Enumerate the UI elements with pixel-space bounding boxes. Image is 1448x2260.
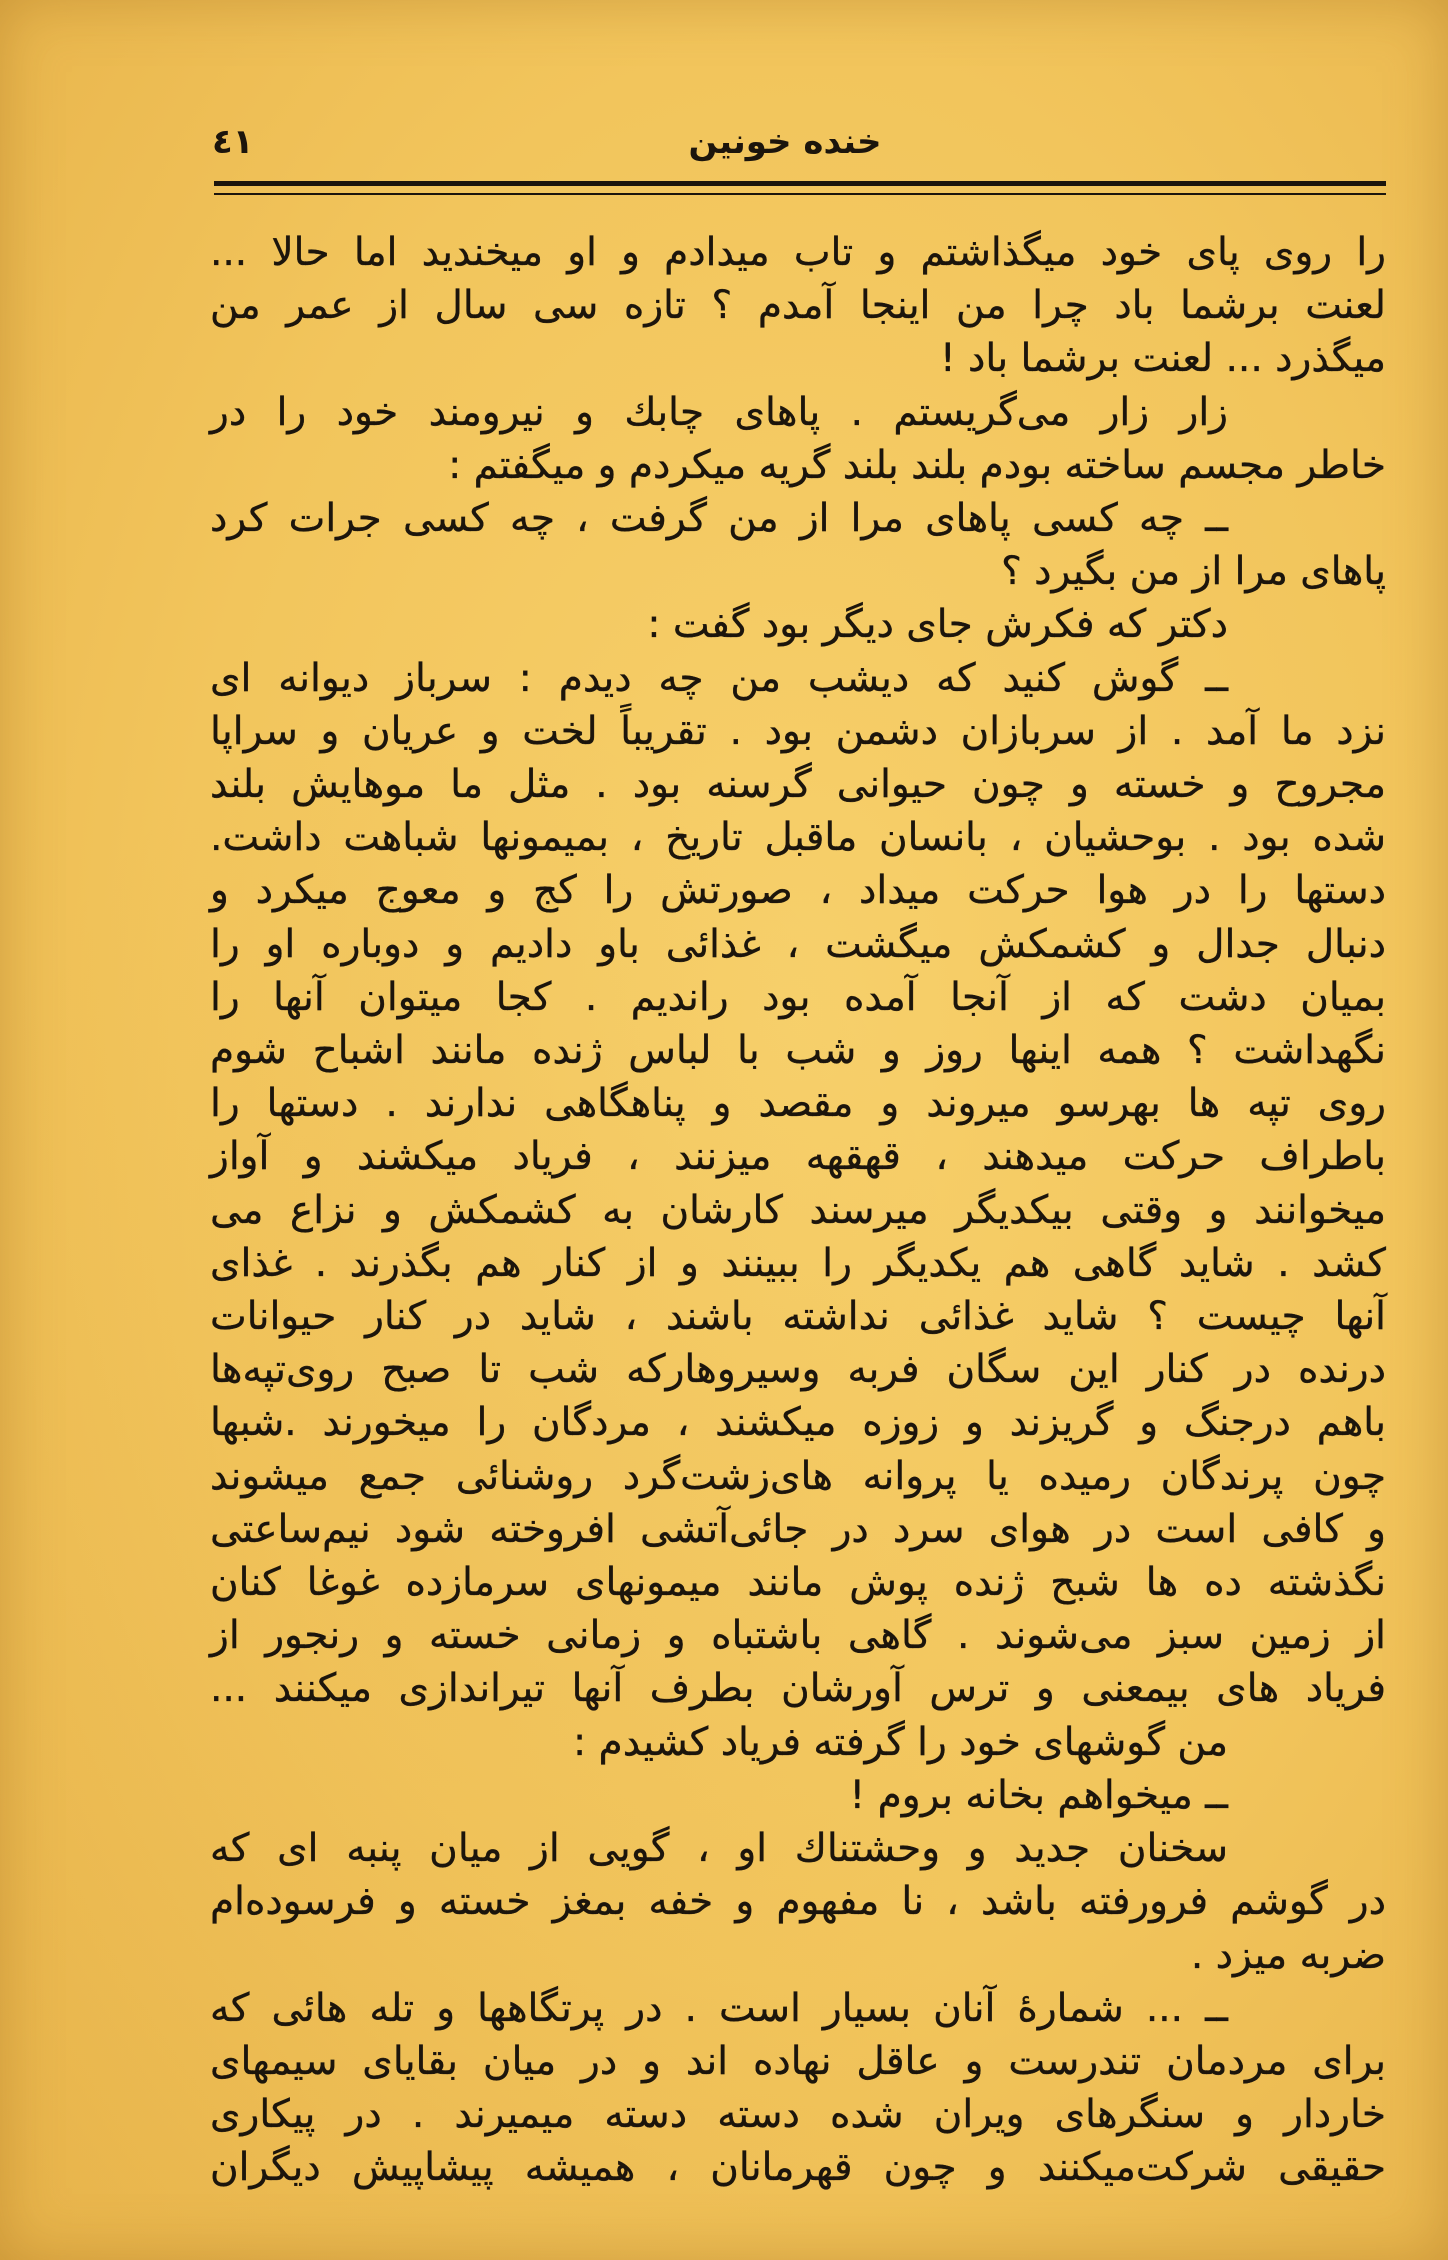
text-line: پاهای مرا از من بگیرد ؟ xyxy=(1001,549,1386,595)
paragraph-4 xyxy=(210,598,1386,651)
paragraph-9 xyxy=(210,1982,1386,2195)
text-line: شده بود . بوحشیان ، بانسان ماقبل تاریخ ، بمیمونها شباهت داشت. xyxy=(210,815,1386,861)
text-line: خاردار و سنگرهای ویران شده دسته دسته میمیرند . در پیکاری xyxy=(210,2092,1386,2138)
text-line: از زمین سبز می‌شوند . گاهی باشتباه و زمانی خسته و رنجور از xyxy=(210,1613,1386,1659)
text-line: نگذشته ده ها شبح ژنده پوش مانند میمونهای سرمازده غوغا کنان xyxy=(210,1560,1386,1606)
paragraph-3 xyxy=(210,492,1386,598)
text-line: باهم درجنگ و گریزند و زوزه میکشند ، مردگان را میخورند .شبها xyxy=(210,1400,1386,1446)
text-line: چون پرندگان رمیده یا پروانه های‌زشت‌گرد روشنائی جمع میشوند xyxy=(210,1453,1386,1499)
paragraph-2 xyxy=(210,386,1386,492)
paragraph-8 xyxy=(210,1822,1386,1982)
text-line: دکتر که فکرش جای دیگر بود گفت : xyxy=(647,602,1228,648)
text-line: میخوانند و وقتی بیکدیگر میرسند کارشان به کشمکش و نزاع می xyxy=(210,1187,1386,1233)
paragraph-5 xyxy=(210,652,1386,1716)
text-line: ــ چه کسی پاهای مرا از من گرفت ، چه کسی جرات کرد xyxy=(210,496,1228,542)
text-line: من گوشهای خود را گرفته فریاد کشیدم : xyxy=(573,1719,1228,1765)
page-number: ٤١ xyxy=(212,122,254,162)
text-line: برای مردمان تندرست و عاقل نهاده اند و در میان بقایای سیمهای xyxy=(210,2038,1386,2084)
text-line: نزد ما آمد . از سربازان دشمن بود . تقریباً لخت و عریان و سراپا xyxy=(210,708,1386,754)
paragraph-7 xyxy=(210,1769,1386,1822)
text-line: خاطر مجسم ساخته بودم بلند بلند گریه میکردم و میگفتم : xyxy=(448,442,1386,488)
body-text xyxy=(210,226,1386,2195)
running-header xyxy=(212,116,1386,168)
paragraph-6 xyxy=(210,1716,1386,1769)
text-line: سخنان جدید و وحشتناك او ، گویی از میان پنبه ای که xyxy=(210,1826,1228,1872)
text-line: کشد . شاید گاهی هم یکدیگر را ببینند و از کنار هم بگذرند . غذای xyxy=(210,1240,1386,1286)
text-line: میگذرد ... لعنت برشما باد ! xyxy=(939,336,1386,382)
text-line: ضربه میزد . xyxy=(1190,1932,1386,1978)
text-line: آنها چیست ؟ شاید غذائی نداشته باشند ، شاید در کنار حیوانات xyxy=(210,1294,1386,1340)
text-line: لعنت برشما باد چرا من اینجا آمدم ؟ تازه سی سال از عمر من xyxy=(210,283,1386,329)
text-line: درنده در کنار این سگان فربه وسیروهارکه شب تا صبح روی‌تپه‌ها xyxy=(210,1347,1386,1393)
text-line: مجروح و خسته و چون حیوانی گرسنه بود . مثل ما موهایش بلند xyxy=(210,762,1386,808)
text-line: ــ گوش کنید که دیشب من چه دیدم : سرباز دیوانه ای xyxy=(210,655,1228,701)
header-rule-thin xyxy=(214,193,1386,195)
text-line: حقیقی شرکت‌میکنند و چون قهرمانان ، همیشه پیشاپیش دیگران xyxy=(210,2145,1386,2191)
text-line: بمیان دشت که از آنجا آمده بود راندیم . کجا میتوان آنها را xyxy=(210,974,1386,1020)
text-line: در گوشم فرورفته باشد ، نا مفهوم و خفه بمغز خسته و فرسوده‌ام xyxy=(210,1879,1386,1925)
text-line: را روی پای خود میگذاشتم و تاب میدادم و او میخندید اما حالا ... xyxy=(210,230,1386,275)
paragraph-1 xyxy=(210,226,1386,386)
text-line: زار زار می‌گریستم . پاهای چابك و نیرومند خود را در xyxy=(210,389,1228,435)
text-line: نگهداشت ؟ همه اینها روز و شب با لباس ژنده مانند اشباح شوم xyxy=(210,1028,1386,1074)
text-line: باطراف حرکت میدهند ، قهقهه میزنند ، فریاد میکشند و آواز xyxy=(210,1134,1386,1180)
running-title: خنده خونین xyxy=(688,122,882,162)
text-line: دستها را در هوا حرکت میداد ، صورتش را کج و معوج میکرد و xyxy=(210,868,1386,914)
text-line: روی تپه ها بهرسو میروند و مقصد و پناهگاهی ندارند . دستها را xyxy=(210,1081,1386,1127)
header-rule-thick xyxy=(214,181,1386,186)
text-line: ــ میخواهم بخانه بروم ! xyxy=(849,1772,1228,1818)
text-line: فریاد های بیمعنی و ترس آورشان بطرف آنها تیراندازی میکنند ... xyxy=(210,1666,1386,1712)
text-line: ــ ... شمارهٔ آنان بسیار است . در پرتگاهها و تله هائی که xyxy=(210,1985,1228,2031)
text-line: و کافی است در هوای سرد در جائی‌آتشی افروخته شود نیم‌ساعتی xyxy=(210,1506,1386,1552)
text-line: دنبال جدال و کشمکش میگشت ، غذائی باو دادیم و دوباره او را xyxy=(210,921,1386,967)
